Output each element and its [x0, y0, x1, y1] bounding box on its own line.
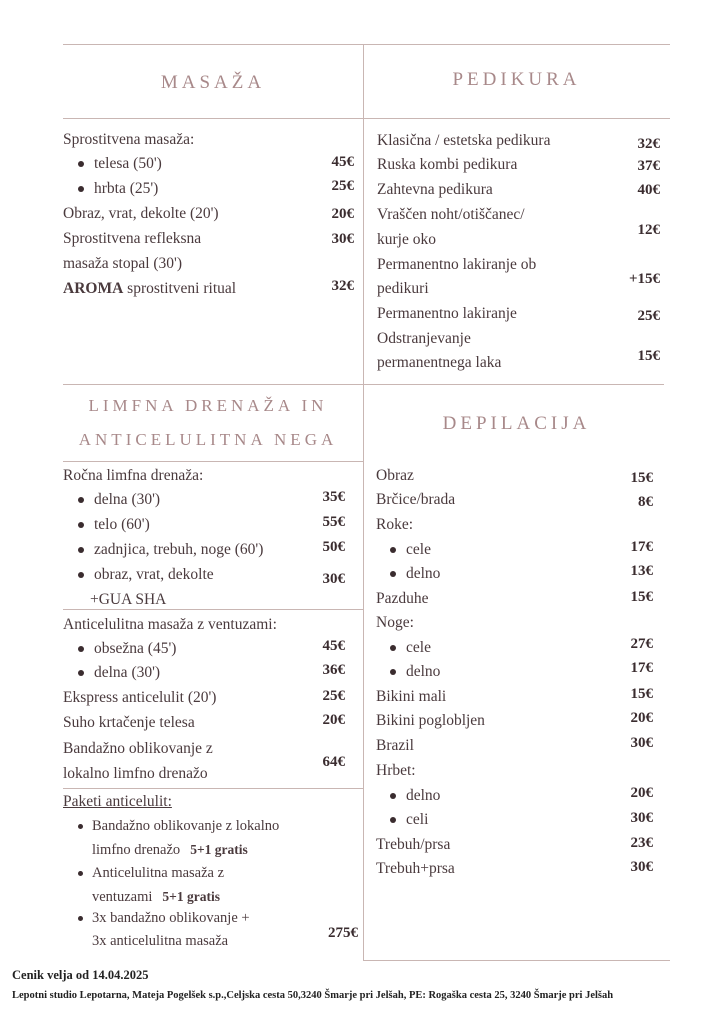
- list-item: [377, 203, 525, 227]
- package-item: Anticelulitna masaža z: [92, 862, 224, 885]
- item-label: Permanentno lakiranje: [377, 305, 517, 322]
- list-item: [377, 327, 471, 351]
- list-item: [63, 464, 203, 488]
- list-item: [63, 686, 216, 710]
- list-item: [377, 253, 536, 277]
- mid-rule: [63, 384, 664, 385]
- list-item: [376, 488, 455, 512]
- list-item: [63, 762, 208, 786]
- item-price: 15€: [630, 470, 653, 486]
- list-item: [377, 351, 501, 375]
- center-divider: [363, 44, 364, 960]
- item-label: Bikini mali: [376, 688, 447, 705]
- item-price: 30€: [630, 859, 653, 875]
- item-label: delno: [406, 565, 441, 582]
- item-label: celi: [406, 811, 429, 828]
- item-label: Bandažno oblikovanje z: [63, 740, 213, 757]
- item-label: telo (60'): [94, 516, 150, 533]
- list-item: [376, 611, 414, 635]
- item-price: 13€: [630, 563, 653, 579]
- item-label: Permanentno lakiranje ob: [377, 256, 537, 273]
- item-price: 20€: [630, 785, 653, 801]
- item-label: delno: [406, 663, 441, 680]
- item-bold-label: AROMA: [63, 280, 124, 297]
- item-price: 15€: [630, 589, 653, 605]
- item-label: kurje oko: [377, 231, 436, 248]
- list-item: [63, 277, 236, 301]
- item-label: Odstranjevanje: [377, 330, 471, 347]
- list-item: [94, 177, 158, 201]
- package-item-cont: [92, 885, 220, 909]
- limfna-title-rule: [63, 461, 363, 462]
- list-item: [63, 711, 195, 735]
- item-label: cele: [406, 541, 431, 558]
- item-label: Zahtevna pedikura: [377, 181, 493, 198]
- limfna-title-line2: ANTICELULITNA NEGA: [78, 430, 338, 449]
- item-label: pedikuri: [377, 280, 429, 297]
- item-label: obsežna (45'): [94, 640, 177, 657]
- package-item: 3x bandažno oblikovanje +: [92, 907, 250, 930]
- item-label: Pazduhe: [376, 590, 429, 607]
- item-label: telesa (50'): [94, 155, 162, 172]
- item-label: Brazil: [376, 737, 414, 754]
- item-price: 15€: [637, 348, 660, 364]
- list-item: [377, 178, 493, 202]
- package-item: Bandažno oblikovanje z lokalno: [92, 815, 279, 838]
- item-label: +GUA SHA: [90, 591, 167, 608]
- item-price: 30€: [322, 571, 345, 587]
- package-item-cont: [92, 838, 248, 862]
- item-price: 23€: [630, 835, 653, 851]
- item-price: 30€: [630, 735, 653, 751]
- item-price: 27€: [630, 636, 653, 652]
- item-label: permanentnega laka: [377, 354, 502, 371]
- package-item-cont: [92, 930, 228, 953]
- item-label: Vraščen noht/otiščanec/: [377, 206, 525, 223]
- item-label: Trebuh+prsa: [376, 860, 455, 877]
- item-label: Sprostitvena refleksna: [63, 230, 202, 247]
- list-item: [376, 759, 416, 783]
- item-price: 32€: [637, 136, 660, 152]
- masaza-title: MASAŽA: [160, 72, 266, 93]
- item-price: 64€: [322, 754, 345, 770]
- item-label: Suho krtačenje telesa: [63, 714, 195, 731]
- item-price: 15€: [630, 686, 653, 702]
- list-item: [63, 128, 194, 152]
- list-item: [90, 588, 166, 612]
- item-price: 20€: [331, 206, 354, 222]
- list-item: [377, 129, 550, 153]
- pedikura-title: PEDIKURA: [452, 69, 581, 90]
- item-label: Obraz, vrat, dekolte (20'): [63, 205, 219, 222]
- list-item: [406, 538, 431, 562]
- item-price: 45€: [322, 638, 345, 654]
- item-label: sprostitveni ritual: [123, 280, 237, 297]
- top-rule: [63, 44, 670, 45]
- package-label: 3x anticelulitna masaža: [92, 933, 229, 949]
- list-item: [406, 784, 440, 808]
- item-label: Bikini poglobljen: [376, 712, 485, 729]
- item-label: delna (30'): [94, 664, 161, 681]
- item-label: Brčice/brada: [376, 491, 456, 508]
- list-item: [376, 857, 455, 881]
- item-label: masaža stopal (30'): [63, 255, 182, 272]
- list-item: [406, 562, 440, 586]
- item-price: 17€: [630, 539, 653, 555]
- pedikura-title-rule: [363, 118, 670, 119]
- item-price: 8€: [638, 494, 653, 510]
- item-label: Anticelulitna masaža z ventuzami:: [63, 616, 277, 633]
- list-item: [94, 488, 160, 512]
- list-item: [376, 734, 414, 758]
- list-item: [63, 737, 213, 761]
- masaza-title-rule: [63, 118, 363, 119]
- item-price: 35€: [322, 489, 345, 505]
- list-item: [63, 252, 182, 276]
- paketi-rule: [63, 788, 363, 789]
- item-label: delno: [406, 787, 441, 804]
- list-item: [376, 709, 485, 733]
- item-label: zadnjica, trebuh, noge (60'): [94, 541, 264, 558]
- item-price: 17€: [630, 660, 653, 676]
- item-label: delna (30'): [94, 491, 161, 508]
- list-item: [406, 808, 428, 832]
- item-label: lokalno limfno drenažo: [63, 765, 208, 782]
- item-label: Obraz: [376, 467, 414, 484]
- item-price: 55€: [322, 514, 345, 530]
- package-label: ventuzami: [92, 889, 153, 905]
- list-item: [94, 661, 160, 685]
- item-label: Sprostitvena masaža:: [63, 131, 195, 148]
- list-item: [377, 277, 429, 301]
- item-price: 36€: [322, 662, 345, 678]
- item-price: 25€: [331, 178, 354, 194]
- list-item: [94, 152, 162, 176]
- item-label: cele: [406, 639, 431, 656]
- list-item: [377, 302, 517, 326]
- item-price: 25€: [637, 308, 660, 324]
- list-item: [406, 660, 440, 684]
- depilacija-title: DEPILACIJA: [442, 413, 591, 434]
- item-label: Klasična / estetska pedikura: [377, 132, 551, 149]
- item-label: Noge:: [376, 614, 414, 631]
- item-price: 30€: [630, 810, 653, 826]
- gratis-badge: 5+1 gratis: [190, 842, 248, 857]
- limfna-title-line1: LIMFNA DRENAŽA IN: [88, 396, 328, 415]
- list-item: [376, 513, 413, 537]
- list-item: [94, 513, 150, 537]
- item-label: Ekspress anticelulit (20'): [63, 689, 217, 706]
- item-label: Ruska kombi pedikura: [377, 156, 518, 173]
- item-label: Roke:: [376, 516, 414, 533]
- business-address: Lepotni studio Lepotarna, Mateja Pogelšek s.p.,Celjska cesta 50,3240 Šmarje pri Jelšah, PE: Rogaška cesta 25, 3240 Šmarje pri Jelšah: [12, 990, 614, 1001]
- item-price: 30€: [331, 231, 354, 247]
- list-item: [376, 685, 446, 709]
- item-label: obraz, vrat, dekolte: [94, 566, 214, 583]
- list-item: [376, 587, 429, 611]
- item-price: 20€: [322, 712, 345, 728]
- list-item: [63, 613, 277, 637]
- item-price: 50€: [322, 539, 345, 555]
- list-item: [94, 538, 263, 562]
- item-price: 20€: [630, 710, 653, 726]
- paketi-title: Paketi anticelulit:: [63, 793, 172, 810]
- item-price: 12€: [637, 222, 660, 238]
- list-item: [63, 227, 201, 251]
- item-price: 37€: [637, 158, 660, 174]
- list-item: [94, 563, 214, 587]
- item-label: hrbta (25'): [94, 180, 159, 197]
- package-label: limfno drenažo: [92, 842, 181, 858]
- item-price: 45€: [331, 154, 354, 170]
- item-price: 25€: [322, 688, 345, 704]
- item-label: Hrbet:: [376, 762, 416, 779]
- bottom-rule: [363, 960, 670, 961]
- list-item: [376, 833, 450, 857]
- paketi-price: 275€: [328, 925, 358, 941]
- item-label: Trebuh/prsa: [376, 836, 451, 853]
- gratis-badge: 5+1 gratis: [162, 889, 220, 904]
- item-price: 40€: [637, 182, 660, 198]
- validity-note: Cenik velja od 14.04.2025: [12, 968, 149, 982]
- list-item: [406, 636, 431, 660]
- list-item: [377, 228, 436, 252]
- list-item: [377, 153, 517, 177]
- item-label: Ročna limfna drenaža:: [63, 467, 204, 484]
- item-price: 32€: [331, 278, 354, 294]
- list-item: [376, 464, 414, 488]
- item-price: +15€: [628, 271, 660, 287]
- list-item: [94, 637, 176, 661]
- list-item: [63, 202, 219, 226]
